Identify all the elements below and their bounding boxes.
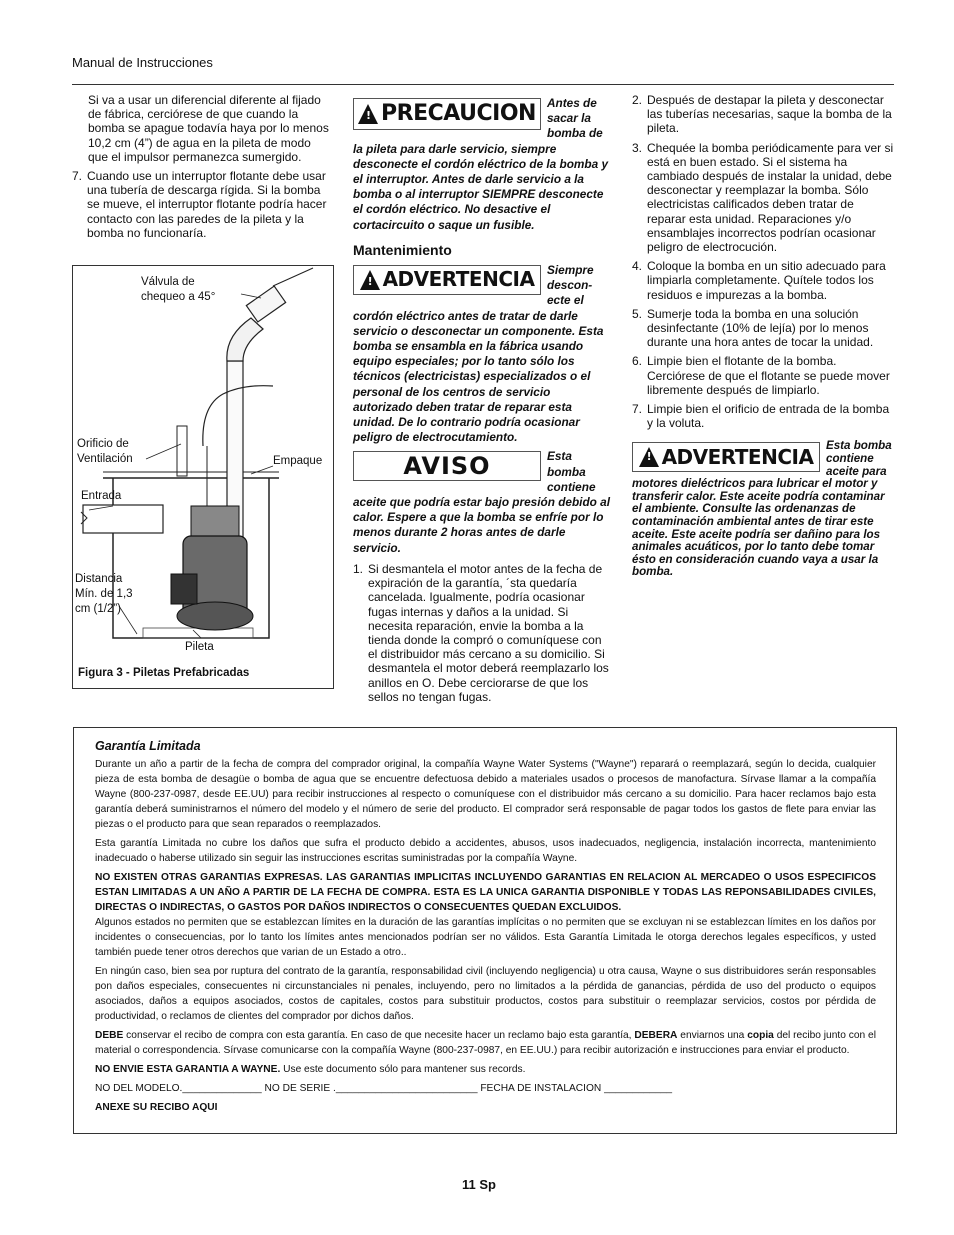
list-number: 2. <box>632 93 643 107</box>
basin-label: Pileta <box>185 641 214 653</box>
header-divider <box>72 84 894 85</box>
list-middle <box>353 562 611 704</box>
text-run: conservar el recibo de compra con esta garantía. En caso de que necesite hacer un reclamo bajo esta garantía, <box>123 1030 635 1041</box>
distance-label: Distancia Mín. de 1,3 cm (1/2”) <box>75 573 133 615</box>
list-number: 7. <box>72 169 83 184</box>
list-right <box>632 93 894 430</box>
list-item <box>632 402 894 430</box>
warranty-fields: NO DEL MODELO.______________ NO DE SERIE ._________________________ FECHA DE INSTALACION ____________ <box>95 1083 673 1094</box>
list-text: Limpie bien el orificio de entrada de la bomba y la voluta. <box>647 402 890 431</box>
warranty-title: Garantía Limitada <box>95 739 201 753</box>
notice-badge: AVISO <box>353 451 541 481</box>
figure-caption: Figura 3 - Piletas Prefabricadas <box>78 667 250 679</box>
warranty-body <box>95 739 876 1119</box>
text-run: del recibo junto con el material o correspondencia. Sírvase comunicarse con la compañía Wayne (800-237-0987, en EE.UU.) para recibir autorización e instrucciones para enviar el producto. <box>95 1030 876 1056</box>
warning-triangle-icon <box>360 270 380 290</box>
figure-3 <box>72 265 334 689</box>
warning-triangle-icon <box>358 104 378 124</box>
list-number: 6. <box>632 354 643 369</box>
warranty-paragraph <box>95 1028 876 1058</box>
oil-warning-badge: ! ADVERTENCIA <box>632 442 820 472</box>
warranty-box <box>73 727 897 1134</box>
notice-block <box>353 449 611 555</box>
text-run: Use este documento sólo para mantener sus records. <box>280 1064 526 1075</box>
list-item <box>72 169 334 240</box>
list-left <box>72 169 334 240</box>
emph: DEBERA <box>634 1030 678 1041</box>
caution-text: Antes de sacar la bomba de la pileta para darle servicio, siempre desconecte el cordón eléctrico de la bomba y el interruptor. Antes de darle servicio a la bomba o al interruptor SIEMPRE desconecte el cordón eléctrico. No desactive el cortacircuito o saque un fusible. <box>353 96 609 232</box>
list-text: Coloque la bomba en un sitio adecuado para limpiarla completamente. Quítele todos los residuos e impurezas a la bomba. <box>647 259 886 302</box>
oil-warning-block <box>632 440 894 579</box>
list-number: 5. <box>632 306 643 321</box>
column-middle <box>353 96 611 709</box>
warning-triangle-icon <box>639 447 659 467</box>
notice-text: Esta bomba contiene aceite que podría estar bajo presión debido al calor. Espere a que la bomba se enfríe por lo menos durante 2 horas antes de darle servicio. <box>353 449 610 555</box>
caution-badge: ! PRECAUCION <box>353 98 541 130</box>
maintenance-heading: Mantenimiento <box>353 241 452 258</box>
warning-text: Siempre descon-ecte el cordón eléctrico antes de tratar de darle servicio o desconectar un componente. Esta bomba se ensambla en la fábrica usando equipo especiales; por lo tanto sólo los técnicos (electricistas) especializados o el personal de los centros de servicio autorizado deben tratar de reparar esta unidad. De lo contrario podría ocasionar peligro de electrocutamiento. <box>353 263 604 445</box>
list-number: 4. <box>632 259 643 274</box>
list-text: Si desmantela el motor antes de la fecha de expiración de la garantía, ´sta quedaría cancelada. Igualmente, podría ocasionar fugas internas y daños a la unidad. Si necesita reparación, envie la bomba a la tienda donde la compró o comuníquese con el distribuidor más cercano a su domicilio. Si desmantela el motor deberá reemplazarlo los anillos en O. Debe cerciorarse de que los sellos no tengan fugas. <box>368 561 609 704</box>
vent-label: Orificio de Ventilación <box>77 438 133 465</box>
oil-warning-text: Esta bomba contiene aceite para motores dieléctricos para lubricar el motor y transferir calor. Este aceite podría contaminar el ambiente. Consulte las ordenanzas de contaminación ambiental antes de tirar este aceite. Este aceite podría ser dañino para los animales acuáticos, por lo tanto debe tomar ésto en consideración cuando vaya a usar la bomba. <box>632 439 892 579</box>
warranty-paragraph: En ningún caso, bien sea por ruptura del contrato de la garantía, responsabilidad civil (incluyendo negligencia) u otra causa, Wayne o sus distribuidores serán responsables pon daños especiales, consecuentes ni circunstanciales ni penales, incluyendo, pero no limitados a la pérdida de ganancias, pérdida de uso del producto o equipos asociados, daños a equipos asociados, costos de capitales, costos para substituir productos, costos para substituir o reemplazar servicios, costos por pérdida de productividad, o reclamos de clientes del comprador por dichos daños. <box>95 966 876 1022</box>
float-diff-paragraph: Si va a usar un diferencial diferente al fijado de fábrica, cerciórese de que cuando la bomba se apague todavía haya por lo menos 10,2 cm (4”) de agua en la pileta de modo que el impulsor permanezca sumergido. <box>88 93 329 164</box>
text-run: enviarnos una <box>677 1030 748 1041</box>
page-number: 11 Sp <box>462 1177 496 1192</box>
list-number: 1. <box>353 561 364 576</box>
list-text: Chequée la bomba periódicamente para ver si está en buen estado. Si el sistema ha cambiado después de instalar la unidad, debe desconectar y reemplazar la bomba. Sólo electricistas calificados deben tratar de reparar esta unidad. Reparaciones y/o ensamblajes incorrectos podrían ocasionar peligro de electrocución. <box>647 140 894 255</box>
list-number: 7. <box>632 402 643 417</box>
list-text: Limpie bien el flotante de la bomba. Cerciórese de que el flotante se puede mover libremente después de limpiarlo. <box>647 354 890 397</box>
warranty-paragraph <box>95 1062 876 1077</box>
warranty-paragraph: Durante un año a partir de la fecha de compra del comprador original, la compañía Wayne Water Systems ("Wayne") reparará o reemplazará, según lo decida, cualquier pieza de esta bomba de desagüe o bomba de agua que se encuentre defectuosa debido a materiales usados o procesos de manofactura. Sírvase llamar a la compañía Wayne (800-237-0987, desde EE.UU) para recibir instrucciones al respecto o comuníquese con el distribuidor más cercano a su domicilio. Para hacer reclamos bajo esta garantía deberá suministrarnos el número del modelo y el número de serie del producto. El comprador será responsable de pagar todos los gastos de flete para enviar las piezas o el producto para que sean reparados o reemplazados. <box>95 759 876 830</box>
warranty-paragraph: Algunos estados no permiten que se establezcan límites en la duración de las garantías implícitas o no permiten que se excluyan ni se establezcan límites en los daños por incidentes o consecuencias, por lo tanto los límites antes mencionados podrían ser no válidos. Esta Garantía Limitada le otorga derechos legales específicos, y usted también puede tener otros derechos que varian de un Estado a otro.. <box>95 917 876 958</box>
column-left <box>72 93 334 245</box>
warranty-disclaimer: NO EXISTEN OTRAS GARANTIAS EXPRESAS. LAS GARANTIAS IMPLICITAS INCLUYENDO GARANTIAS EN RELACION AL MERCADEO O USOS ESPECIFICOS ESTAN LIMITADAS A UN AÑO A PARTIR DE LA FECHA DE COMPRA. ESTA ES LA UNICA GARANTIA DISPONIBLE Y TODAS LAS REPONSABILIDADES CIVILES, DIRECTAS O INDIRECTAS, O GASTOS POR DAÑOS INDIRECTOS O CONSECUENTES QUEDAN EXCLUIDOS. <box>95 872 876 913</box>
gasket-label: Empaque <box>273 455 323 467</box>
list-item <box>632 141 894 255</box>
list-item <box>632 354 894 397</box>
list-text: Después de destapar la pileta y desconectar las tuberías necesarias, saque la bomba de la pileta. <box>647 93 892 136</box>
emph: NO ENVIE ESTA GARANTIA A WAYNE. <box>95 1064 281 1075</box>
inlet-label: Entrada <box>81 490 122 502</box>
list-item <box>632 93 894 136</box>
list-text: Sumerje toda la bomba en una solución desinfectante (10% de lejía) por lo menos durante una hora antes de tocar la unidad. <box>647 306 874 350</box>
list-text: Cuando use un interruptor flotante debe usar una tubería de descarga rígida. Si la bomba se mueve, el interruptor flotante podría hacer contacto con las paredes de la pileta y la bomba no funcionaría. <box>87 169 327 240</box>
warning-block <box>353 263 611 445</box>
valve-label: Válvula de chequeo a 45° <box>141 276 216 303</box>
warranty-attach: ANEXE SU RECIBO AQUI <box>95 1102 218 1113</box>
emph: copia <box>747 1030 774 1041</box>
list-item <box>632 259 894 302</box>
list-number: 3. <box>632 140 643 155</box>
list-item <box>353 562 611 704</box>
warranty-paragraph: Esta garantía Limitada no cubre los daños que sufra el producto debido a accidentes, abusos, usos inadecuados, negligencia, instalación incorrecta, mantenimiento inadecuado o haberse utilizado sin seguir las instrucciones escritas suministradas por la compañía Wayne. <box>95 838 876 864</box>
list-item <box>632 307 894 350</box>
column-right <box>632 93 894 579</box>
emph: DEBE <box>95 1030 124 1041</box>
page-header: Manual de Instrucciones <box>72 55 213 70</box>
caution-block <box>353 96 611 233</box>
warning-badge: ! ADVERTENCIA <box>353 265 541 295</box>
